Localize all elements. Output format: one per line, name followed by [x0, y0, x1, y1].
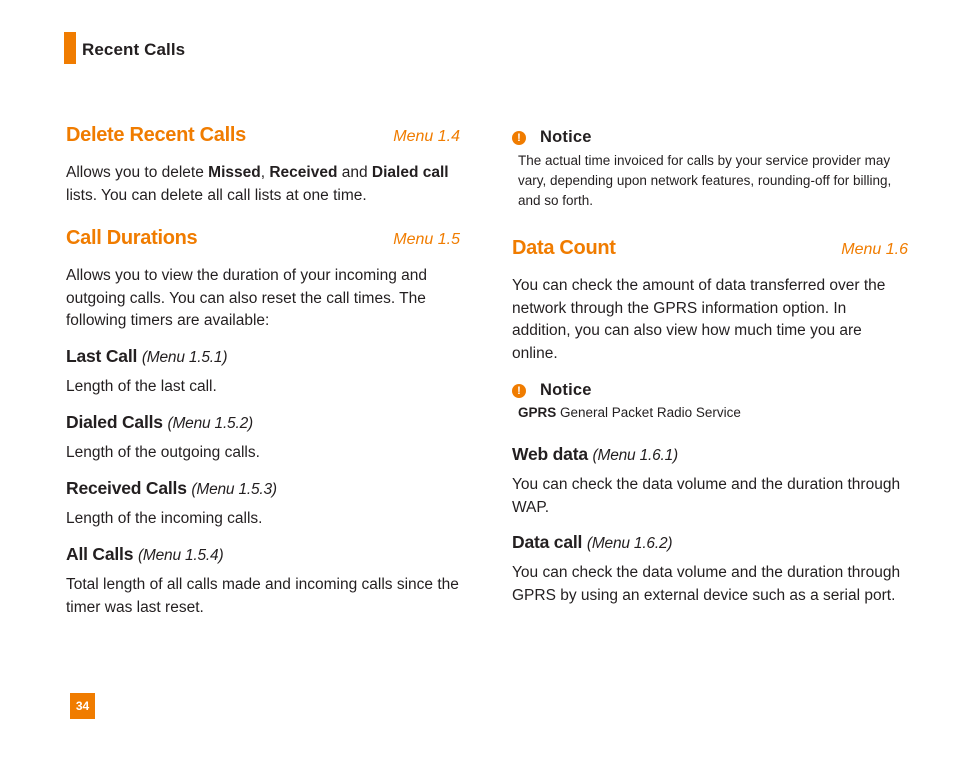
bold-term-dialed-call: Dialed call	[371, 164, 449, 181]
last-call-description: Length of the last call.	[66, 378, 217, 395]
subsection-all-calls-heading	[66, 544, 460, 565]
text-run: Allows you to delete	[66, 164, 209, 181]
section-menu-ref: Menu 1.6	[841, 241, 908, 258]
subsection-menu-ref: (Menu 1.6.1)	[592, 447, 679, 464]
delete-recent-calls-description	[66, 162, 460, 207]
web-data-description: You can check the data volume and the duration through WAP.	[512, 476, 901, 516]
exclamation-icon: !	[512, 131, 526, 145]
page-header-title: Recent Calls	[82, 40, 186, 59]
text-run: ,	[260, 164, 270, 181]
exclamation-icon: !	[512, 384, 526, 398]
subsection-title: Last Call	[66, 346, 138, 366]
subsection-title: Received Calls	[66, 478, 187, 498]
subsection-menu-ref: (Menu 1.5.2)	[167, 415, 253, 432]
bold-term-received: Received	[269, 164, 338, 181]
subsection-title: Dialed Calls	[66, 412, 163, 432]
section-call-durations-heading	[66, 227, 460, 250]
header-accent-bar	[64, 32, 76, 64]
subsection-web-data-heading	[512, 444, 908, 465]
notice-body: The actual time invoiced for calls by your service provider may vary, depending upon network features, rounding-off for billing, and so forth.	[518, 153, 892, 208]
data-call-description: You can check the data volume and the duration through GPRS by using an external device such as a serial port.	[512, 564, 901, 604]
subsection-title: Web data	[512, 444, 588, 464]
subsection-title: Data call	[512, 532, 583, 552]
gprs-term: GPRS	[518, 405, 557, 420]
data-count-description: You can check the amount of data transferred over the network through the GPRS information option. In addition, you can also view how much time you are online.	[512, 277, 886, 362]
section-delete-recent-calls-heading	[66, 124, 460, 147]
dialed-calls-description: Length of the outgoing calls.	[66, 444, 260, 461]
section-title: Call Durations	[66, 227, 198, 249]
subsection-data-call-heading	[512, 532, 908, 553]
subsection-dialed-calls-heading	[66, 412, 460, 433]
section-title: Data Count	[512, 237, 616, 259]
section-title: Delete Recent Calls	[66, 124, 246, 146]
call-durations-description: Allows you to view the duration of your incoming and outgoing calls. You can also reset the call times. The following timers are available:	[66, 267, 428, 329]
notice-label: Notice	[540, 128, 592, 146]
subsection-menu-ref: (Menu 1.6.2)	[586, 535, 673, 552]
gprs-definition: General Packet Radio Service	[556, 405, 741, 420]
received-calls-description: Length of the incoming calls.	[66, 510, 263, 527]
page-number: 34	[70, 693, 95, 719]
text-run: and	[337, 164, 372, 181]
subsection-menu-ref: (Menu 1.5.1)	[141, 349, 228, 366]
section-menu-ref: Menu 1.4	[393, 128, 460, 145]
notice-heading	[512, 128, 592, 147]
all-calls-description: Total length of all calls made and incoming calls since the timer was last reset.	[66, 576, 459, 616]
notice-heading	[512, 381, 592, 400]
subsection-menu-ref: (Menu 1.5.3)	[191, 481, 277, 498]
subsection-title: All Calls	[66, 544, 134, 564]
section-menu-ref: Menu 1.5	[393, 231, 460, 248]
section-data-count-heading	[512, 237, 908, 260]
text-run: lists. You can delete all call lists at one time.	[66, 186, 367, 204]
bold-term-missed: Missed	[208, 164, 261, 181]
subsection-last-call-heading	[66, 346, 460, 367]
notice-body	[518, 403, 908, 423]
subsection-received-calls-heading	[66, 478, 460, 499]
subsection-menu-ref: (Menu 1.5.4)	[137, 547, 224, 564]
notice-label: Notice	[540, 381, 592, 399]
